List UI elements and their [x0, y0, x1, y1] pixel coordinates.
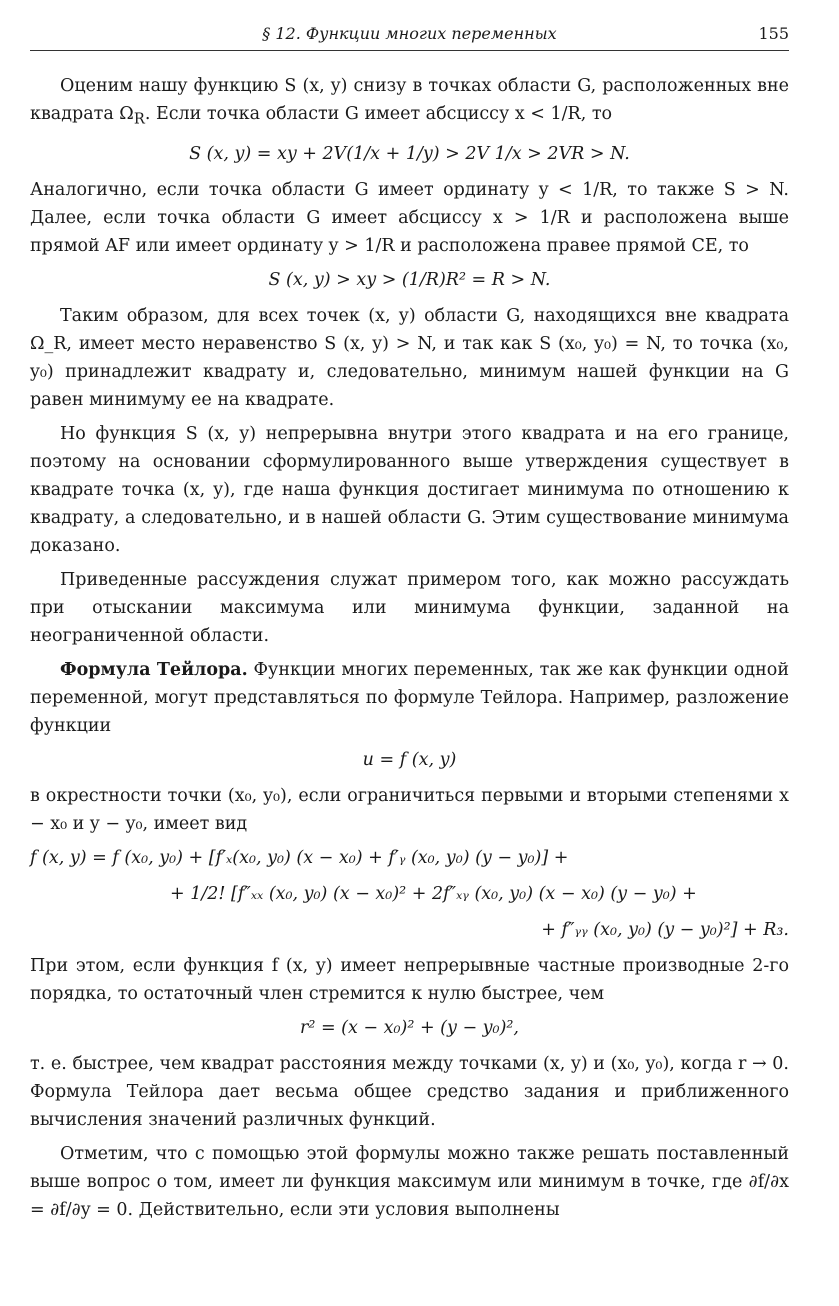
formula: S (x, y) = xy + 2V(1/x + 1/y) > 2V 1/x > 2VR > N.: [189, 143, 630, 164]
formula: r² = (x − x₀)² + (y − y₀)²,: [300, 1017, 519, 1038]
page-number: 155: [758, 24, 789, 43]
paragraph: Отметим, что с помощью этой формулы можно также решать поставленный выше вопрос о том, имеет ли функция максимум или минимум в точке, где ∂f/∂x = ∂f/∂y = 0. Действительно, если эти условия выполнены: [30, 1143, 789, 1220]
paragraph: в окрестности точки (x₀, y₀), если ограничиться первыми и вторыми степенями x − x₀ и y − y₀, имеет вид: [30, 785, 789, 834]
page-body: [30, 72, 789, 1230]
paragraph: Аналогично, если точка области G имеет ординату y < 1/R, то также S > N. Далее, если точка области G имеет абсциссу x > 1/R и расположена выше прямой AF или имеет ординату y > 1/R и расположена правее прямой CE, то: [30, 179, 789, 256]
formula: + 1/2! [f″ₓₓ (x₀, y₀) (x − x₀)² + 2f″ₓᵧ (x₀, y₀) (x − x₀) (y − y₀) +: [170, 883, 697, 904]
formula: u = f (x, y): [362, 749, 457, 770]
running-header: [30, 22, 789, 51]
bold-heading: Формула Тейлора.: [60, 659, 248, 680]
paragraph: Формула Тейлора. Функции многих переменных, так же как функции одной переменной, могут представляться по формуле Тейлора. Например, разложение функции: [30, 659, 789, 736]
paragraph: Оценим нашу функцию S (x, y) снизу в точках области G, расположенных вне квадрата $\Omega_R$. Если точка области G имеет абсциссу x < 1/R, то: [30, 76, 789, 128]
paragraph: При этом, если функция f (x, y) имеет непрерывные частные производные 2-го порядка, то остаточный член стремится к нулю быстрее, чем: [30, 955, 789, 1004]
paragraph: Таким образом, для всех точек (x, y) области G, находящихся вне квадрата Ω_R, имеет место неравенство S (x, y) > N, и так как S (x₀, y₀) = N, то точка (x₀, y₀) принадлежит квадрату и, следовательно, минимум нашей функции на G равен минимуму ее на квадрате.: [30, 305, 789, 410]
paragraph: т. е. быстрее, чем квадрат расстояния между точками (x, y) и (x₀, y₀), когда r → 0. Формула Тейлора дает весьма общее средство задания и приближенного вычисления значений различных функций.: [30, 1053, 789, 1130]
formula: S (x, y) > xy > (1/R)R² = R > N.: [268, 269, 551, 290]
paragraph: Но функция S (x, y) непрерывна внутри этого квадрата и на его границе, поэтому на основании сформулированного выше утверждения существует в квадрате точка (x, y), где наша функция достигает минимума по отношению к квадрату, а следовательно, и в нашей области G. Этим существование минимума доказано.: [30, 423, 789, 556]
section-title: § 12. Функции многих переменных: [262, 24, 557, 43]
paragraph: Приведенные рассуждения служат примером того, как можно рассуждать при отыскании максимума или минимума функции, заданной на неограниченной области.: [30, 569, 789, 646]
formula: + f″ᵧᵧ (x₀, y₀) (y − y₀)²] + R₃.: [541, 919, 789, 940]
formula: f (x, y) = f (x₀, y₀) + [f′ₓ(x₀, y₀) (x − x₀) + f′ᵧ (x₀, y₀) (y − y₀)] +: [30, 847, 569, 868]
